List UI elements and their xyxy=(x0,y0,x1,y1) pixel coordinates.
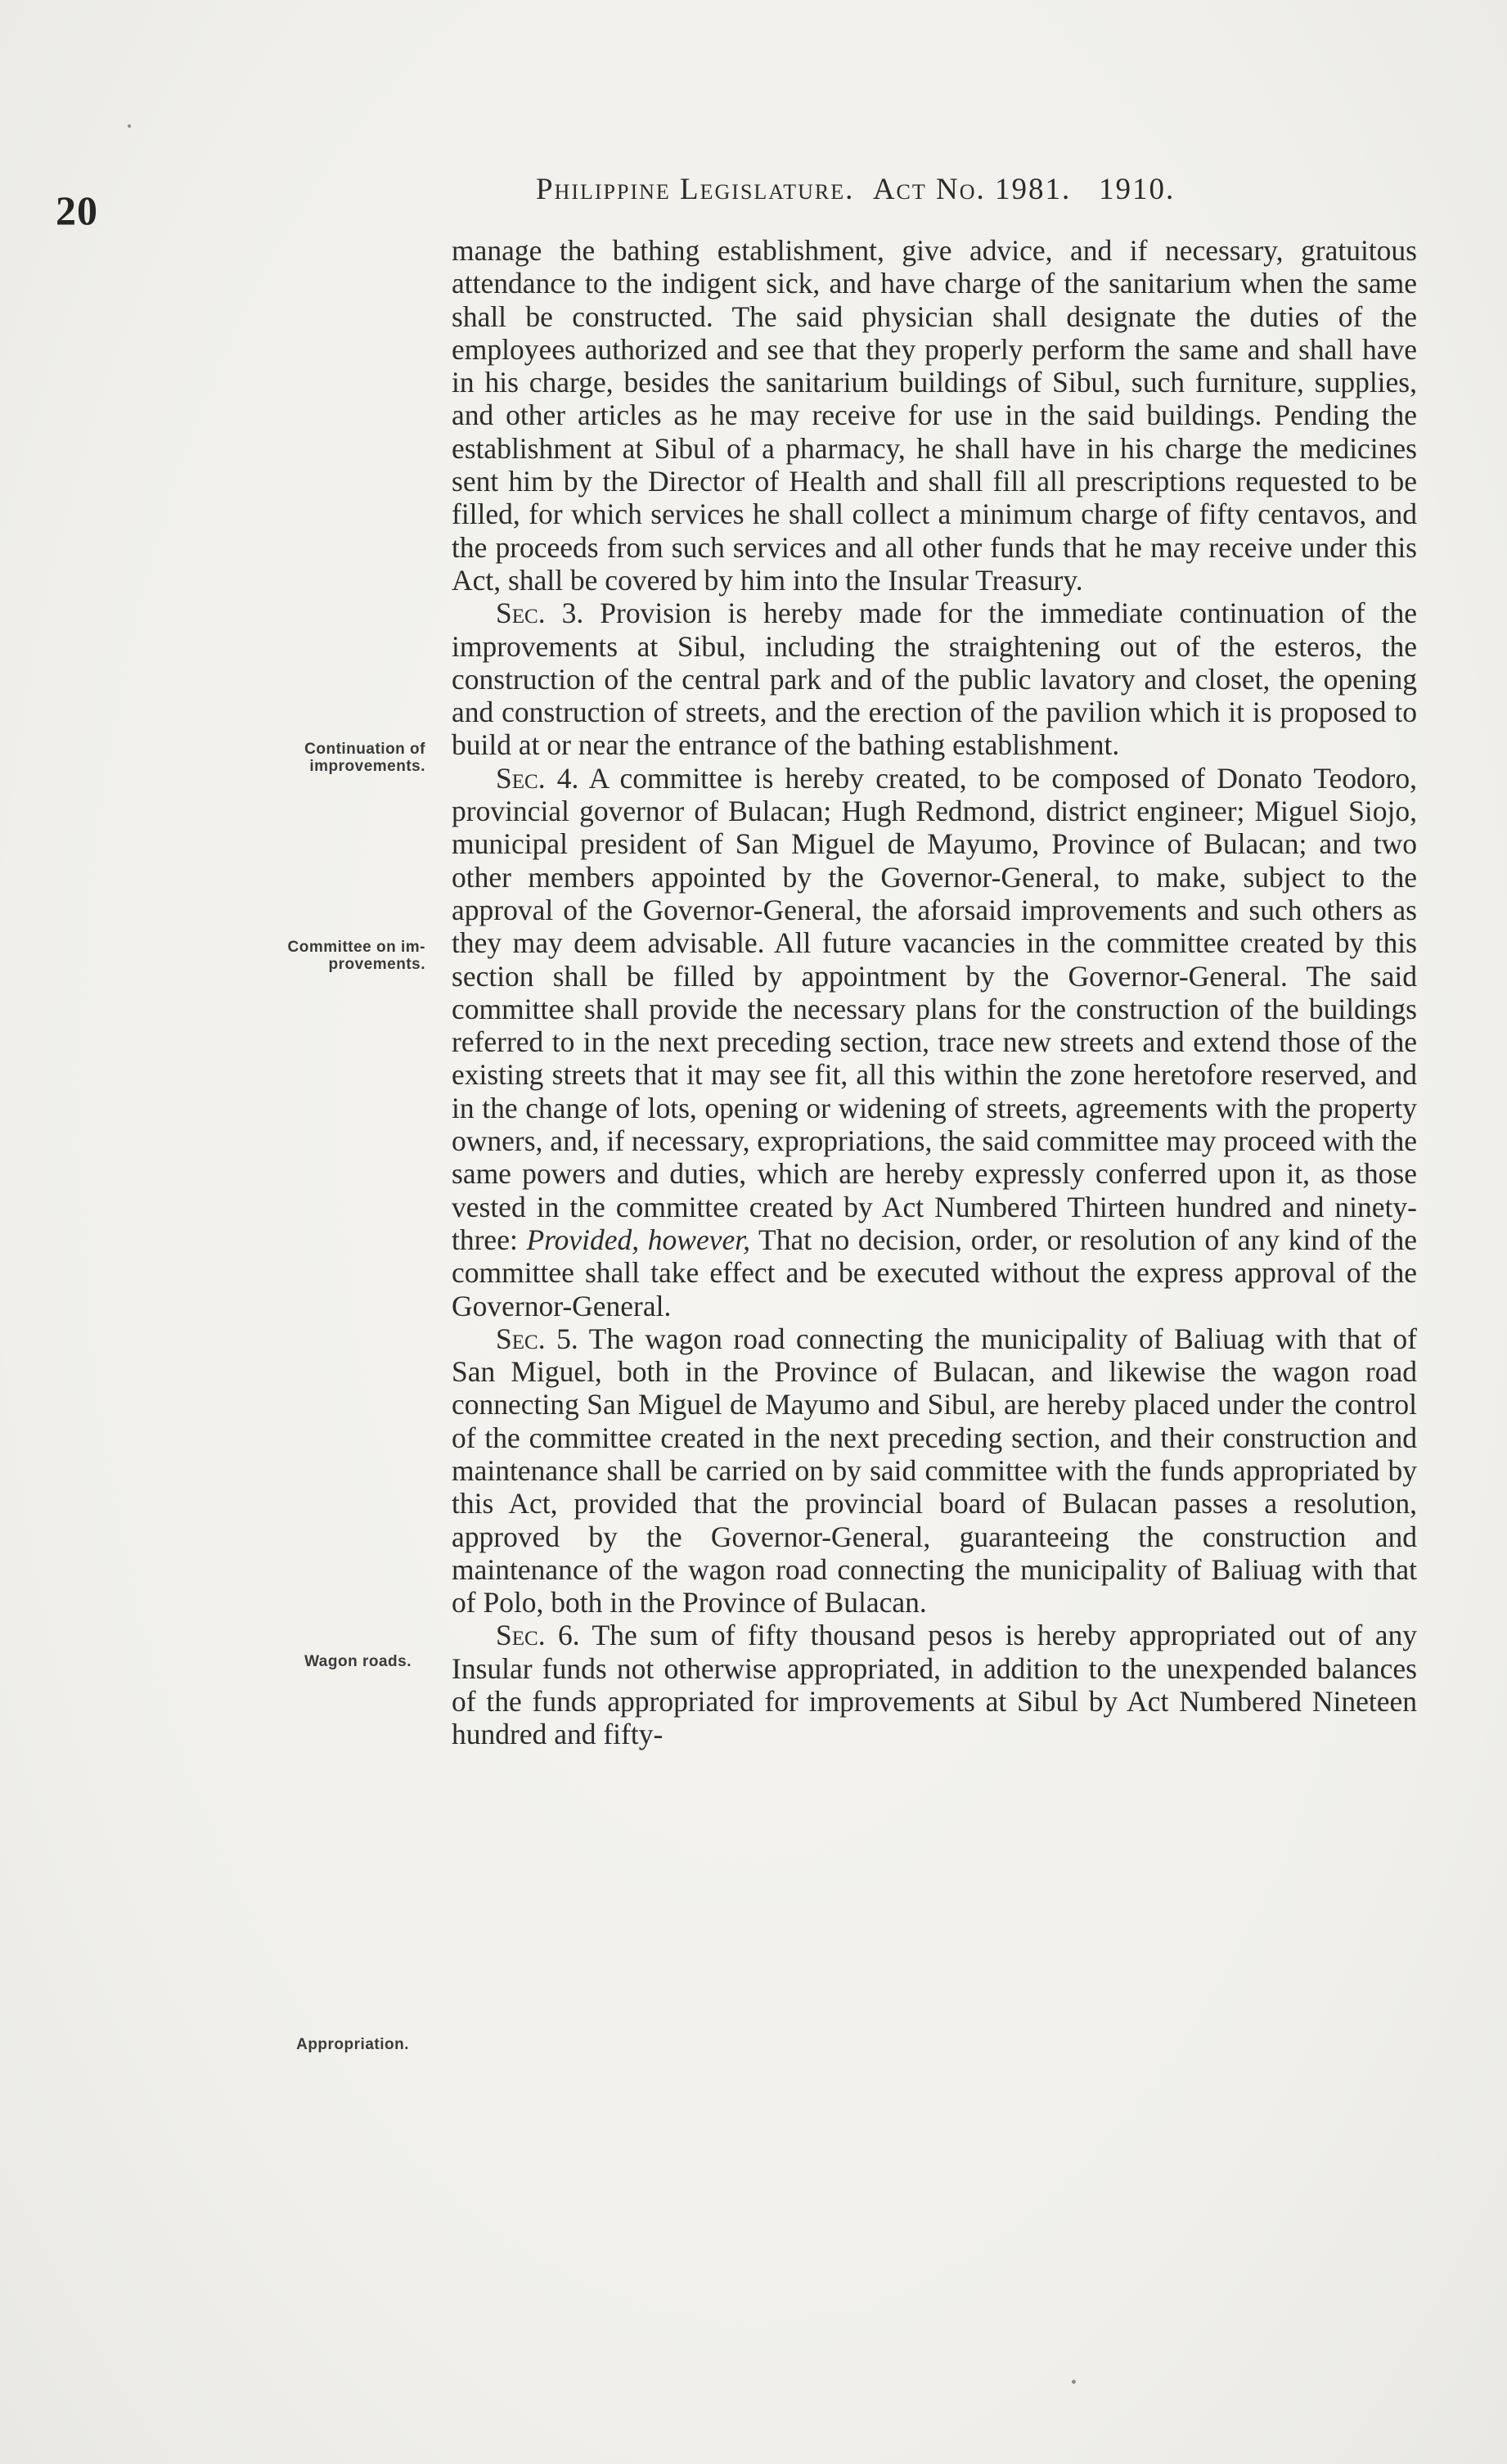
margin-note-line: improvements. xyxy=(309,758,425,775)
margin-note-line: Committee on im- xyxy=(287,939,425,956)
paragraph-continuation: manage the bathing establishment, give advice, and if necessary, gratuitous attendance to the indigent sick, and have charge of the sanitarium when the same shall be constructed. The said physician shall designate the duties of the employees authorized and see that they properly perform the same and shall have in his charge, besides the sanitarium buildings of Sibul, such furniture, supplies, and other articles as he may receive for use in the said buildings. Pending the establishment at Sibul of a pharmacy, he shall have in his charge the medicines sent him by the Director of Health and shall fill all prescriptions requested to be filled, for which services he shall collect a minimum charge of fifty centavos, and the proceeds from such services and all other funds that he may receive under this Act, shall be covered by him into the Insular Treasury. xyxy=(452,234,1417,597)
margin-note-continuation xyxy=(188,741,425,775)
section-text: That no decision, order, or resolution of any kind of the committee shall take effect and be executed without the express approval of the Governor-General. xyxy=(452,1223,1418,1322)
margin-note-line: Wagon roads. xyxy=(304,1653,412,1670)
running-head xyxy=(536,172,1175,207)
section-label: Sec. 3. xyxy=(496,597,584,630)
section-text: Provision is hereby made for the immediate continuation of the improvements at Sibul, including the straightening out of the esteros, the construction of the central park and of the public lavatory and closet, the opening and construction of streets, and the erection of the pavilion which it is proposed to build at or near the entrance of the bathing establishment. xyxy=(452,597,1417,762)
margin-note-line: Continuation of xyxy=(304,741,425,758)
page-number: 20 xyxy=(56,187,98,233)
running-head-year: 1910. xyxy=(1099,173,1176,206)
section-text: The wagon road connecting the municipality of Baliuag with that of San Miguel, both in the Province of Bulacan, and likewise the wagon road connecting San Miguel de Mayumo and Sibul, are hereby placed under the control of the committee created in the next preceding section, and their construction and maintenance shall be carried on by said committee with the funds appropriated by this Act, provided that the provincial board of Bulacan passes a resolution, approved by the Governor-General, guaranteeing the construction and maintenance of the wagon road connecting the municipality of Baliuag with that of Polo, both in the Province of Bulacan. xyxy=(452,1322,1417,1619)
margin-note-line: Appropriation. xyxy=(296,2036,409,2053)
running-head-legislature: Philippine Legislature. xyxy=(536,173,855,206)
scan-speck xyxy=(1072,2380,1076,2384)
margin-note-wagon-roads xyxy=(188,1653,412,1670)
section-label: Sec. 6. xyxy=(496,1619,580,1652)
section-6 xyxy=(452,1619,1417,1750)
section-4 xyxy=(452,762,1417,1322)
section-5 xyxy=(452,1322,1417,1619)
section-label: Sec. 4. xyxy=(496,761,579,795)
section-text: The sum of fifty thousand pesos is hereby appropriated out of any Insular funds not otherwise appropriated, in addition to the unexpended balances of the funds appropriated for improvements at Sibul by Act Numbered Nineteen hundred and fifty- xyxy=(452,1619,1417,1751)
body-text xyxy=(452,234,1417,1751)
margin-note-line: provements. xyxy=(328,956,425,973)
proviso-text: Provided, however, xyxy=(526,1223,751,1256)
section-3 xyxy=(452,597,1417,761)
section-text: A committee is hereby created, to be composed of Donato Teodoro, provincial governor of Bulacan; Hugh Redmond, district engineer; Miguel Siojo, municipal president of San Miguel de Mayumo, Province of Bulacan; and two other members appointed by the Governor-General, to make, subject to the approval of the Governor-General, the aforsaid improvements and such others as they may deem advisable. All future vacancies in the committee created by this section shall be filled by appointment by the Governor-General. The said committee shall provide the necessary plans for the construction of the buildings referred to in the next preceding section, trace new streets and extend those of the existing streets that it may see fit, all this within the zone heretofore reserved, and in the change of lots, opening or widening of streets, agreements with the property owners, and, if necessary, expropriations, the said committee may proceed with the same powers and duties, which are hereby expressly conferred upon it, as those vested in the committee created by Act Numbered Thirteen hundred and ninety-three: xyxy=(452,761,1417,1256)
section-label: Sec. 5. xyxy=(496,1322,578,1355)
running-head-act: Act No. 1981. xyxy=(872,173,1072,206)
scan-speck xyxy=(128,124,131,128)
margin-note-committee xyxy=(188,939,425,973)
margin-note-appropriation xyxy=(188,2036,409,2053)
